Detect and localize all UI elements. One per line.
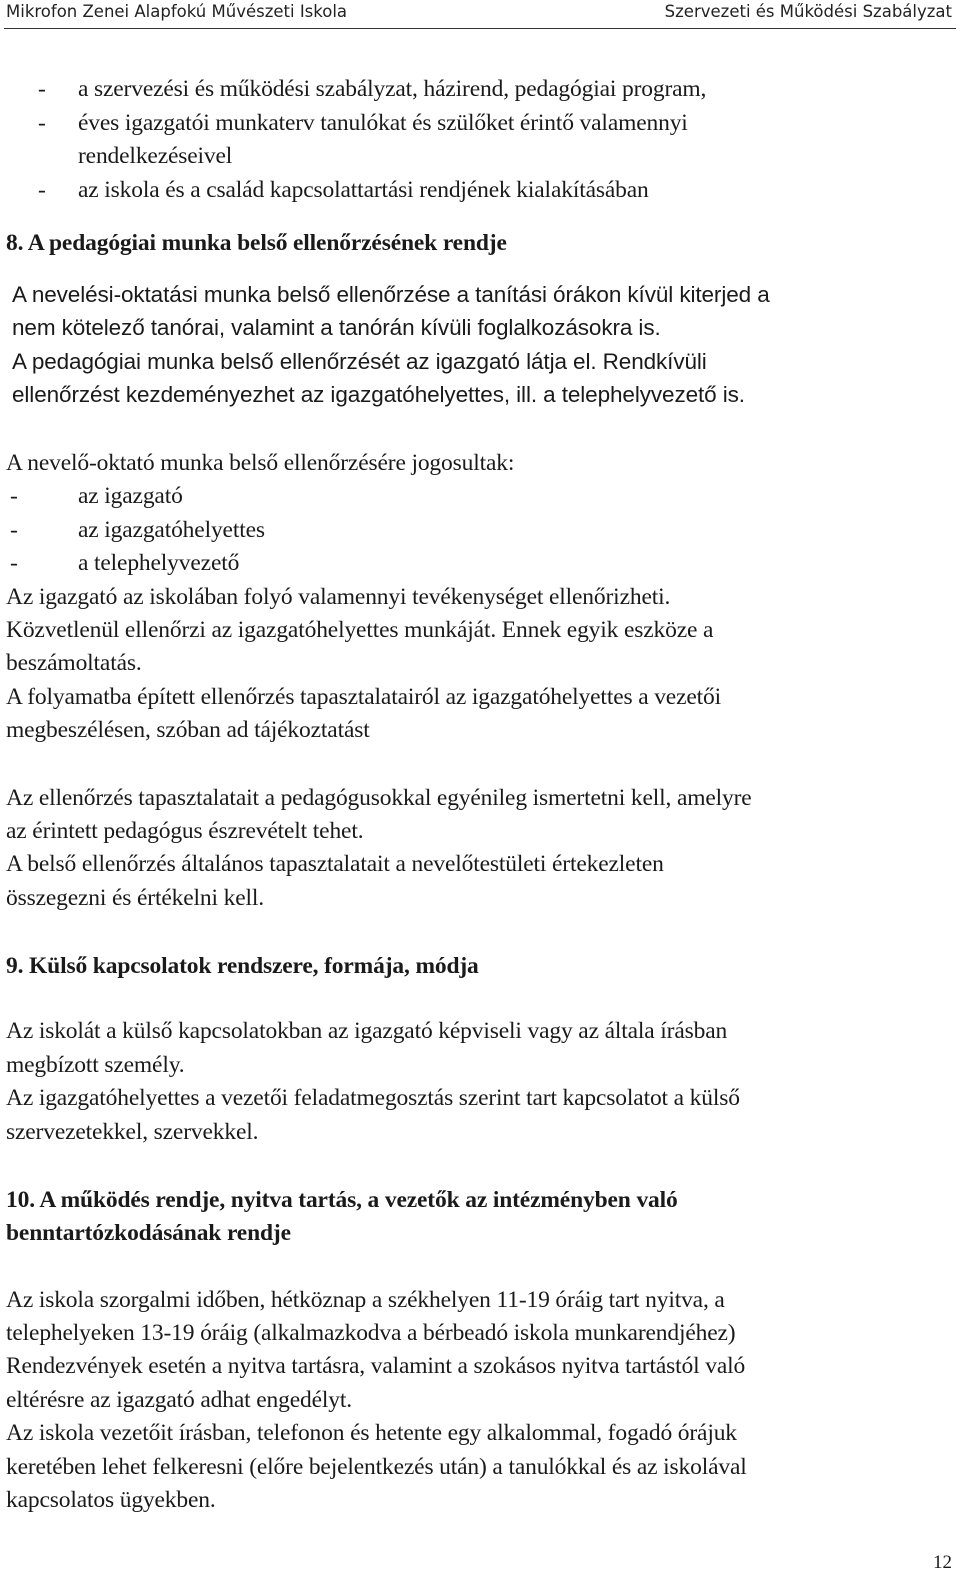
- paragraph-line: Rendezvények esetén a nyitva tartásra, valamint a szokásos nyitva tartástól való: [6, 1353, 746, 1379]
- section-10-heading: 10. A működés rendje, nyitva tartás, a vezetők az intézményben való: [6, 1187, 678, 1213]
- paragraph-line: eltérésre az igazgató adhat engedélyt.: [6, 1387, 352, 1413]
- paragraph-line: A folyamatba épített ellenőrzés tapasztalatairól az igazgatóhelyettes a vezetői: [6, 684, 721, 710]
- header-school-name: Mikrofon Zenei Alapfokú Művészeti Iskola: [6, 2, 348, 21]
- paragraph-line: A belső ellenőrzés általános tapasztalatait a nevelőtestületi értekezleten: [6, 851, 664, 877]
- page-header: [0, 0, 960, 30]
- paragraph-line: Az igazgatóhelyettes a vezetői feladatmegosztás szerint tart kapcsolatot a külső: [6, 1085, 740, 1111]
- paragraph-line: keretében lehet felkeresni (előre bejelentkezés után) a tanulókkal és az iskolával: [6, 1454, 747, 1480]
- paragraph-line: összegezni és értékelni kell.: [6, 885, 264, 911]
- entitled-label: A nevelő-oktató munka belső ellenőrzésére jogosultak:: [6, 450, 515, 476]
- section-8-intro-line: nem kötelező tanórai, valamint a tanórán kívüli foglalkozásokra is.: [12, 315, 661, 340]
- section-8-intro-line: ellenőrzést kezdeményezhet az igazgatóhelyettes, ill. a telephelyvezető is.: [12, 382, 745, 407]
- header-document-title: Szervezeti és Működési Szabályzat: [664, 2, 952, 21]
- list-item-continuation: rendelkezéseivel: [78, 143, 233, 169]
- paragraph-line: telephelyeken 13-19 óráig (alkalmazkodva a bérbeadó iskola munkarendjéhez): [6, 1320, 736, 1346]
- paragraph-line: megbízott személy.: [6, 1052, 185, 1078]
- paragraph-line: Közvetlenül ellenőrzi az igazgatóhelyettes munkáját. Ennek egyik eszköze a: [6, 617, 714, 643]
- paragraph-line: szervezetekkel, szervekkel.: [6, 1119, 259, 1145]
- paragraph-line: Az iskola vezetőit írásban, telefonon és hetente egy alkalommal, fogadó órájuk: [6, 1420, 737, 1446]
- paragraph-line: az érintett pedagógus észrevételt tehet.: [6, 818, 364, 844]
- section-8-intro-line: A nevelési-oktatási munka belső ellenőrzése a tanítási órákon kívül kiterjed a: [12, 282, 770, 307]
- section-9-heading: 9. Külső kapcsolatok rendszere, formája, módja: [6, 953, 479, 979]
- section-8-heading: 8. A pedagógiai munka belső ellenőrzésének rendje: [6, 230, 507, 256]
- paragraph-line: Az iskola szorgalmi időben, hétköznap a székhelyen 11-19 óráig tart nyitva, a: [6, 1287, 725, 1313]
- paragraph-line: Az iskolát a külső kapcsolatokban az igazgató képviseli vagy az általa írásban: [6, 1018, 728, 1044]
- paragraph-line: megbeszélésen, szóban ad tájékoztatást: [6, 717, 370, 743]
- header-rule: [4, 28, 956, 29]
- paragraph-line: beszámoltatás.: [6, 650, 142, 676]
- section-10-heading-continuation: benntartózkodásának rendje: [6, 1220, 291, 1246]
- section-8-intro-line: A pedagógiai munka belső ellenőrzését az igazgató látja el. Rendkívüli: [12, 349, 707, 374]
- paragraph-line: kapcsolatos ügyekben.: [6, 1487, 216, 1513]
- paragraph-line: Az ellenőrzés tapasztalatait a pedagógusokkal egyénileg ismertetni kell, amelyre: [6, 785, 752, 811]
- page-number: 12: [933, 1552, 952, 1573]
- paragraph-line: Az igazgató az iskolában folyó valamennyi tevékenységet ellenőrizheti.: [6, 584, 671, 610]
